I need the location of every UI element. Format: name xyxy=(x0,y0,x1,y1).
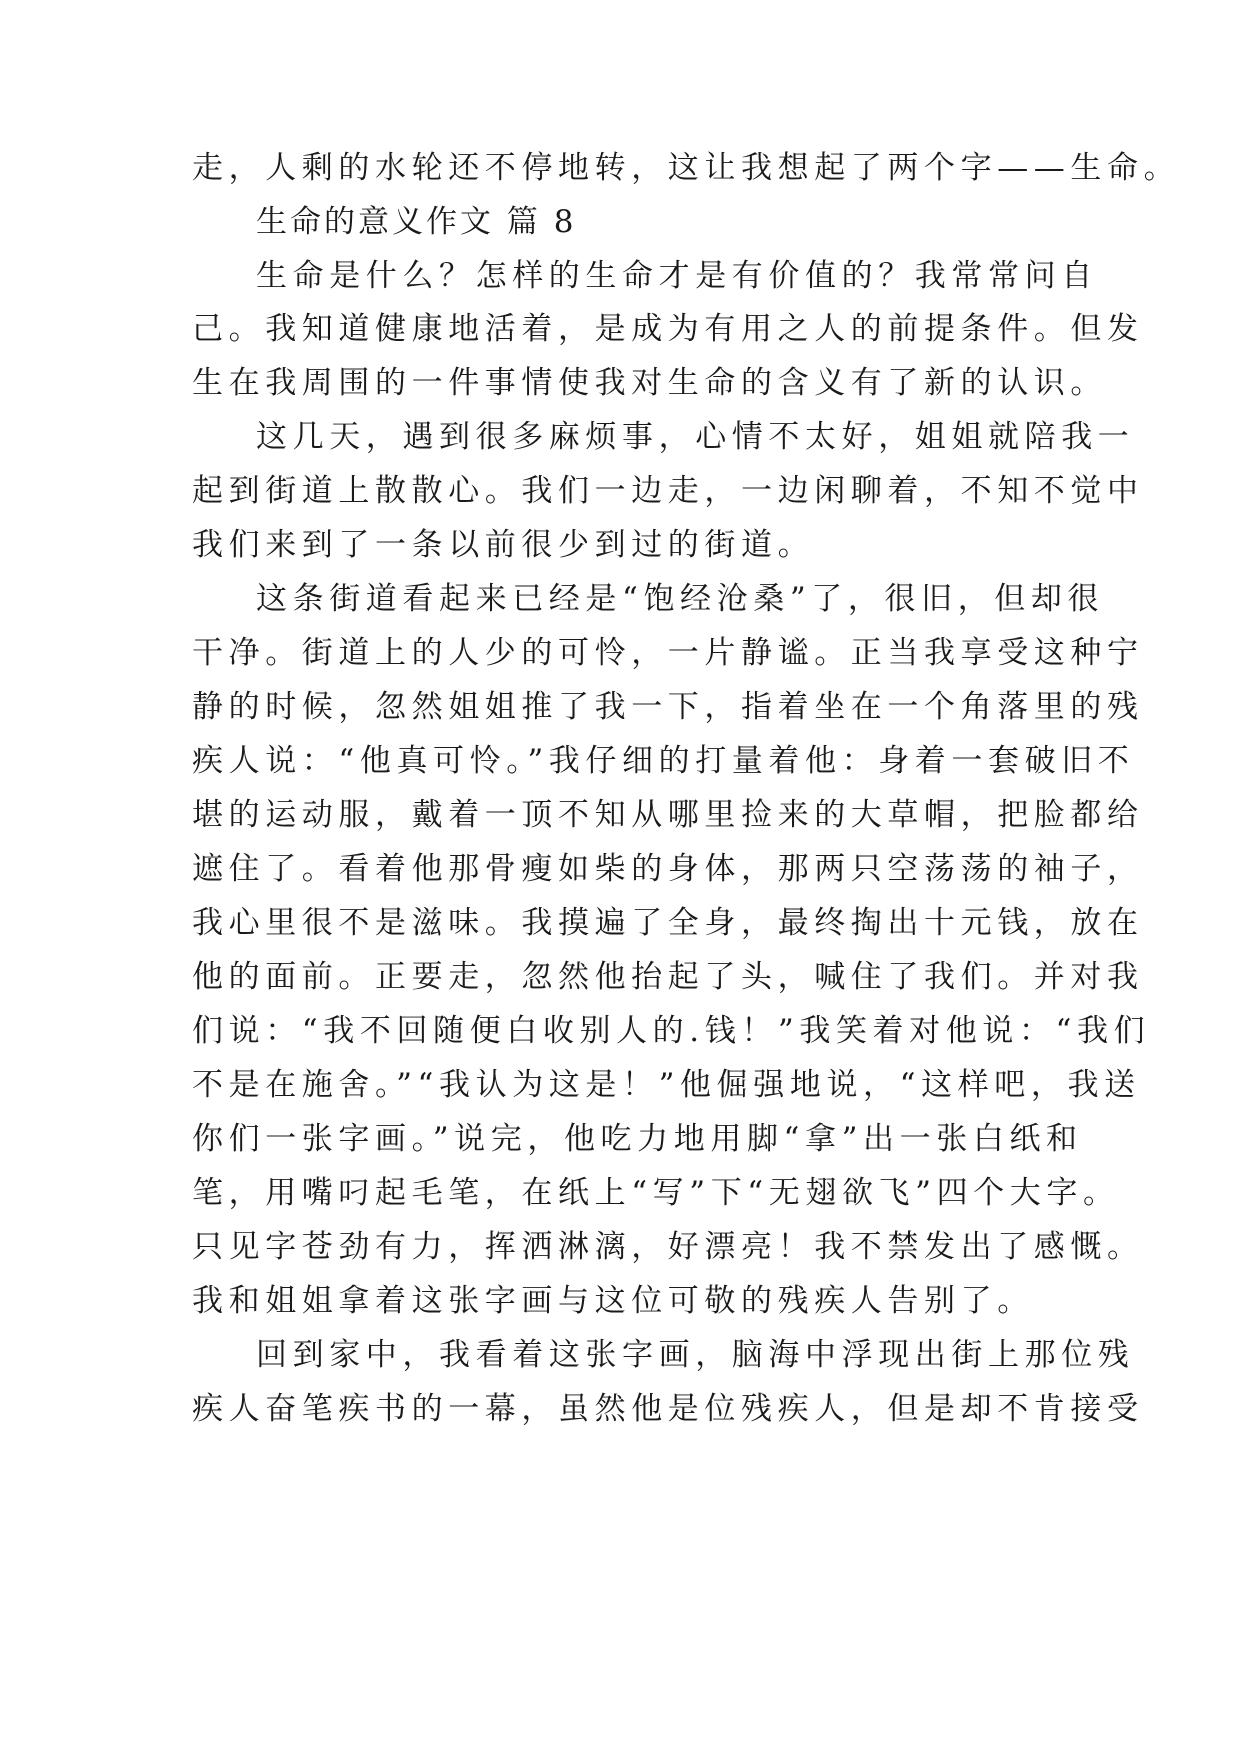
text-line: 这条街道看起来已经是“饱经沧桑”了，很旧，但却很 xyxy=(256,581,1105,617)
text-line: 我们来到了一条以前很少到过的街道。 xyxy=(192,527,815,563)
text-line: 己。我知道健康地活着，是成为有用之人的前提条件。但发 xyxy=(192,311,1144,347)
text-line: 这几天，遇到很多麻烦事，心情不太好，姐姐就陪我一 xyxy=(256,419,1135,455)
text-line: 笔，用嘴叼起毛笔，在纸上“写”下“无翅欲飞”四个大字。 xyxy=(192,1175,1120,1211)
text-line: 不是在施舍。”“我认为这是！”他倔强地说，“这样吧，我送 xyxy=(192,1067,1141,1103)
text-line: 们说：“我不回随便白收别人的.钱！”我笑着对他说：“我们 xyxy=(192,1013,1151,1049)
text-line: 堪的运动服，戴着一顶不知从哪里捡来的大草帽，把脸都给 xyxy=(192,797,1144,833)
text-line: 起到街道上散散心。我们一边走，一边闲聊着，不知不觉中 xyxy=(192,473,1144,509)
text-line: 回到家中，我看着这张字画，脑海中浮现出街上那位残 xyxy=(256,1337,1135,1373)
section-heading: 生命的意义作文 篇 8 xyxy=(256,204,577,240)
text-line: 静的时候，忽然姐姐推了我一下，指着坐在一个角落里的残 xyxy=(192,689,1144,725)
text-line: 疾人奋笔疾书的一幕，虽然他是位残疾人，但是却不肯接受 xyxy=(192,1391,1144,1427)
text-line: 遮住了。看着他那骨瘦如柴的身体，那两只空荡荡的袖子， xyxy=(192,851,1144,887)
text-line: 只见字苍劲有力，挥洒淋漓，好漂亮！我不禁发出了感慨。 xyxy=(192,1229,1144,1265)
text-line: 生在我周围的一件事情使我对生命的含义有了新的认识。 xyxy=(192,365,1107,401)
text-line: 我和姐姐拿着这张字画与这位可敬的残疾人告别了。 xyxy=(192,1283,1034,1319)
text-line: 他的面前。正要走，忽然他抬起了头，喊住了我们。并对我 xyxy=(192,959,1144,995)
text-line: 走，人剩的水轮还不停地转，这让我想起了两个字——生命。 xyxy=(192,150,1181,186)
text-line: 你们一张字画。”说完，他吃力地用脚“拿”出一张白纸和 xyxy=(192,1121,1083,1157)
text-line: 疾人说：“他真可怜。”我仔细的打量着他：身着一套破旧不 xyxy=(192,743,1135,779)
text-line: 我心里很不是滋味。我摸遍了全身，最终掏出十元钱，放在 xyxy=(192,905,1144,941)
text-line: 生命是什么？怎样的生命才是有价值的？我常常问自 xyxy=(256,258,1098,294)
text-line: 干净。街道上的人少的可怜，一片静谧。正当我享受这种宁 xyxy=(192,635,1144,671)
